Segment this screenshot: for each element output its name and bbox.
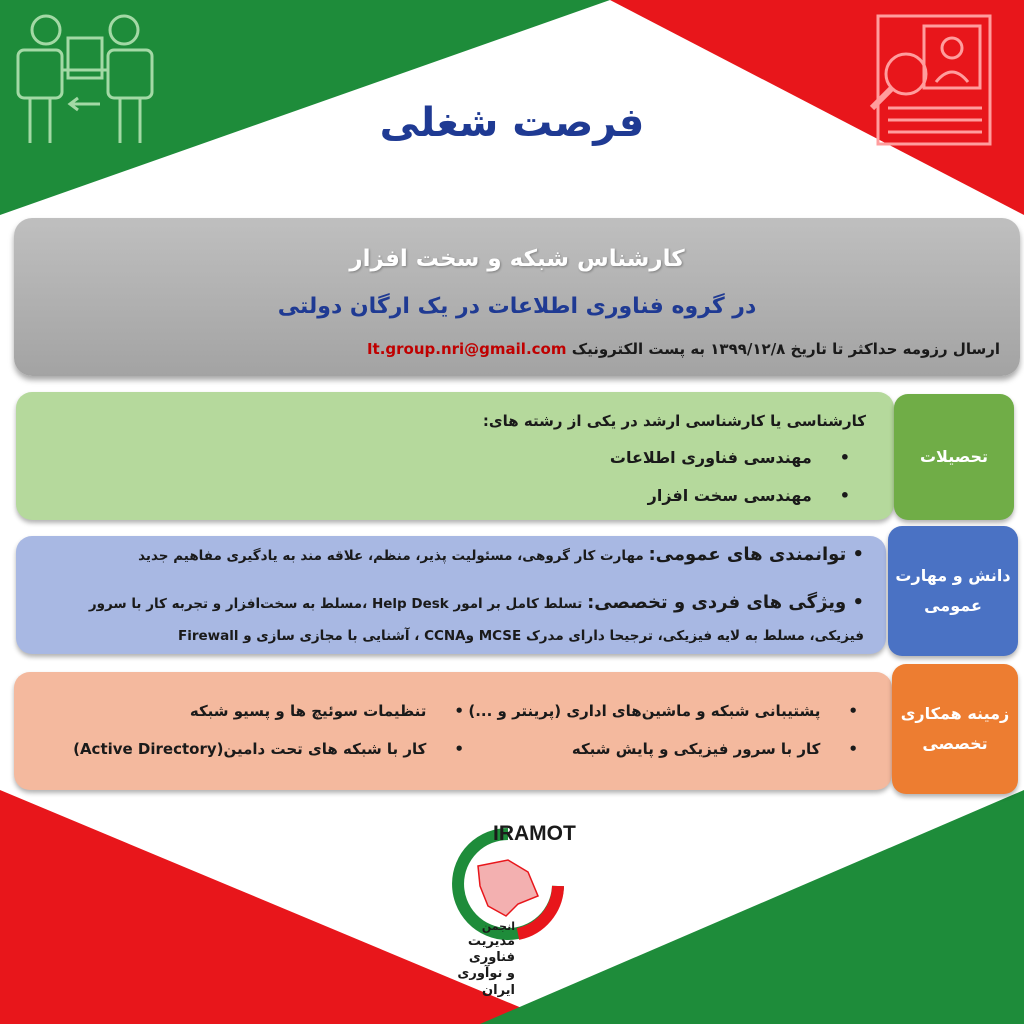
skills-tab-label-1: دانش و مهارت	[895, 565, 1011, 585]
contact-email[interactable]: It.group.nri@gmail.com	[366, 340, 567, 358]
logo-sub-line-1: انجمن	[481, 920, 515, 933]
logo-subtitle	[425, 920, 515, 999]
field-item: •کار با سرور فیزیکی و پایش شبکه	[571, 740, 858, 758]
field-item: •کار با شبکه های تحت دامین(Active Directory)	[73, 740, 464, 758]
special-skills-label: ویژگی های فردی و تخصصی:	[587, 592, 847, 613]
send-deadline-text: ارسال رزومه حداکثر تا تاریخ ۱۳۹۹/۱۲/۸ به پست الکترونیک	[571, 340, 1000, 358]
general-skills-line: • توانمندی های عمومی: مهارت کار گروهی، مسئولیت پذیر، منظم، علاقه مند به یادگیری مفاهیم جدید	[138, 544, 864, 565]
field-tab-label-2: تخصصی	[922, 734, 988, 753]
skills-tab	[888, 526, 1018, 656]
page-title: فرصت شغلی	[379, 100, 645, 146]
education-item: •مهندسی فناوری اطلاعات	[609, 448, 850, 467]
skills-tab-label-2: عمومی	[924, 596, 982, 615]
logo-brand: IRAMOT	[493, 822, 576, 845]
job-title: کارشناس شبکه و سخت افزار	[349, 246, 685, 272]
special-skills-text: تسلط کامل بر امور Help Desk ،مسلط به سخت‌افزار و تجربه کار با سرور	[88, 596, 583, 612]
logo-sub-line-3: و نوآوری ایران	[457, 966, 515, 998]
organization-text: در گروه فناوری اطلاعات در یک ارگان دولتی	[277, 294, 757, 319]
job-header-box	[14, 218, 1020, 376]
education-box	[16, 392, 894, 520]
field-tab	[892, 664, 1018, 794]
education-item: •مهندسی سخت افزار	[647, 486, 850, 505]
general-skills-label: توانمندی های عمومی:	[648, 544, 847, 565]
general-skills-text: مهارت کار گروهی، مسئولیت پذیر، منظم، علاقه مند به یادگیری مفاهیم جدید	[138, 548, 644, 564]
send-resume-text	[367, 340, 1000, 358]
skills-box	[16, 536, 886, 654]
field-item: •تنظیمات سوئیچ ها و پسیو شبکه	[189, 702, 464, 720]
special-skills-line: • ویژگی های فردی و تخصصی: تسلط کامل بر امور Help Desk ،مسلط به سخت‌افزار و تجربه کار با سرور	[88, 592, 864, 613]
field-box	[14, 672, 892, 790]
field-tab-label-1: زمینه همکاری	[900, 703, 1010, 723]
field-item: •پشتیبانی شبکه و ماشین‌های اداری (پرینتر و ...)	[468, 702, 858, 720]
special-skills-line-2: فیزیکی، مسلط به لایه فیزیکی، ترجیحا دارای مدرک MCSE وCCNA ، آشنایی با مجازی سازی و Firewall	[178, 628, 864, 644]
education-heading: کارشناسی یا کارشناسی ارشد در یکی از رشته های:	[482, 412, 866, 430]
logo-sub-line-2: مدیریت فناوری	[467, 933, 515, 965]
education-tab	[894, 394, 1014, 520]
education-tab-label: تحصیلات	[919, 446, 989, 466]
iran-map-icon	[478, 860, 538, 916]
